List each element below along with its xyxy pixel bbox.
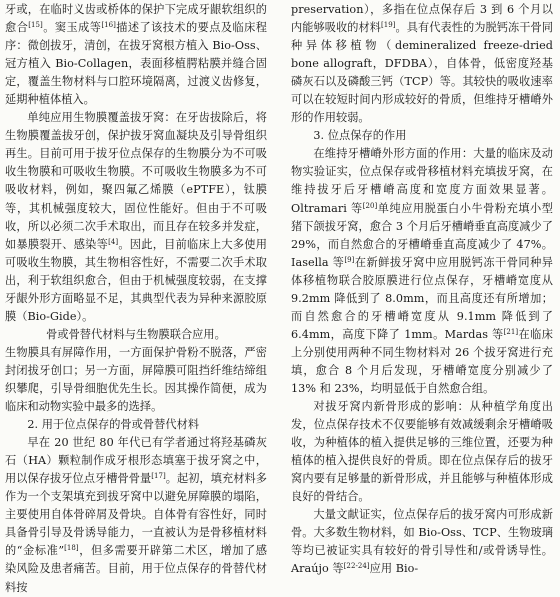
paragraph-ridge-preservation: 在维持牙槽嵴外形方面的作用：大量的临床及动物实验证实，位点保存或骨移植材料充填拔牙窝，在维持拔牙后牙槽嵴高度和宽度方面效果显著。Oltramari 等[20]单纯应用脱蛋白小牛骨粉充填小型猪下颌拔牙窝，愈合 3 个月后牙槽嵴垂直高度减少了 29%，而自然愈合的牙槽嵴垂直高度减少了 47%。Iasella 等[9]在新鲜拔牙窝中应用脱钙冻干骨同种异体移植物联合胶原膜进行位点保存，牙槽嵴宽度从 9.2mm 降低到了 8.0mm，而且高度还有所增加；而自然愈合的牙槽嵴宽度从 9.1mm 降低到了 6.4mm，高度下降了 1mm。Mardas 等[21]在临床上分别使用两种不同生物材料对 26 个拔牙窝进行充填，愈合 8 个月后发现，牙槽嵴宽度分别减少了 13% 和 23%，均明显低于自然愈合组。 <box>291 147 554 395</box>
paragraph-literature-evidence: 大量文献证实，位点保存后的拔牙窝内可形成新骨。大多数生物材料，如 Bio-Oss、TCP、生物玻璃等均已被证实具有较好的骨引导性和/或骨诱导性。Araújo 等[22-24]应用 Bio- <box>291 508 553 576</box>
paragraph-membrane-only: 单纯应用生物膜覆盖拔牙窝：在牙齿拔除后，将生物膜覆盖拔牙创，保护拔牙窝血凝块及引导骨组织再生。目前可用于拔牙位点保存的生物膜分为不可吸收生物膜和可吸收生物膜。不可吸收生物膜多为不可吸收材料，例如，聚四氟乙烯膜（ePTFE），钛膜等，其机械强度较大，固位性能好。但由于不可吸收，所以必须二次手术取出，而且存在较多并发症，如暴膜裂开、感染等[4]。因此，目前临床上大多使用可吸收生物膜，其生物相容性好，不需要二次手术取出，利于软组织愈合，但由于机械强度较弱，在支撑牙龈外形方面略显不足，其典型代表为异种来源胶原膜（Bio-Gide）。 <box>5 111 267 323</box>
paragraph-resorbable-materials: preservation），多指在位点保存后 3 到 6 个月以内能够吸收的材料[19]。具有代表性的为脱钙冻干骨同种异体移植物（demineralized freeze-dried bone allograft，DFDBA），自体骨，低密度羟基磷灰石以及磷酸三钙（TCP）等。其较快的吸收速率可以在较短时间内形成较好的骨质，但维持牙槽嵴外形的作用较弱。 <box>291 3 553 125</box>
subheading-bone-and-membrane: 骨或骨替代材料与生物膜联合应用。 <box>46 327 226 341</box>
paragraph-bone-materials: 早在 20 世纪 80 年代已有学者通过将羟基磷灰石（HA）颗粒制作成牙根形态填塞于拔牙窝之中，用以保存拔牙位点牙槽骨骨量[17]。起初，填充材料多作为一个支架填充到拔牙窝中以避免屏障膜的塌陷，主要使用自体骨碎屑及骨块。自体骨有容性好，同时具备骨引导及骨诱导能力，一直被认为是骨移植材料的“金标准”[18]，但多需要开辟第二术区，增加了感染风险及患者痛苦。目前，用于位点保存的骨替代材料按 <box>5 436 267 594</box>
paragraph-new-bone-formation: 对拔牙窝内新骨形成的影响：从种植学角度出发，位点保存技术不仅要能够有效减缓剩余牙槽嵴吸收，为种植体的植入提供足够的三维位置，还要为种植体的植入提供良好的骨质。即在位点保存后的拔牙窝内要有足够量的新骨形成，并且能够与种植体形成良好的骨结合。 <box>291 400 553 504</box>
paragraph-extraction-socket-graft: 牙或，在临时义齿或桥体的保护下完成牙龈软组织的愈合[15]。窦玉成等[16]描述了该技术的要点及临床程序：微创拔牙，清创，在拔牙窝根方植入 Bio-Oss、冠方植入 Bio-Collagen，表面移植腭粘膜并缝合固定，覆盖生物材料与口腔环境隔离，过渡义齿修复，延期种植体植入。 <box>5 3 267 107</box>
right-column <box>291 1 554 576</box>
paragraph-membrane-function: 生物膜具有屏障作用，一方面保护骨粉不脱落，严密封闭拔牙创口；另一方面，屏障膜可阻挡纤维结缔组织攀爬，引导骨细胞优先生长。因其操作简便，成为临床和动物实验中最多的选择。 <box>5 345 267 414</box>
section-heading-3: 3. 位点保存的作用 <box>313 129 407 143</box>
left-column <box>5 1 267 594</box>
section-heading-2: 2. 用于位点保存的骨或骨替代材料 <box>27 418 200 432</box>
